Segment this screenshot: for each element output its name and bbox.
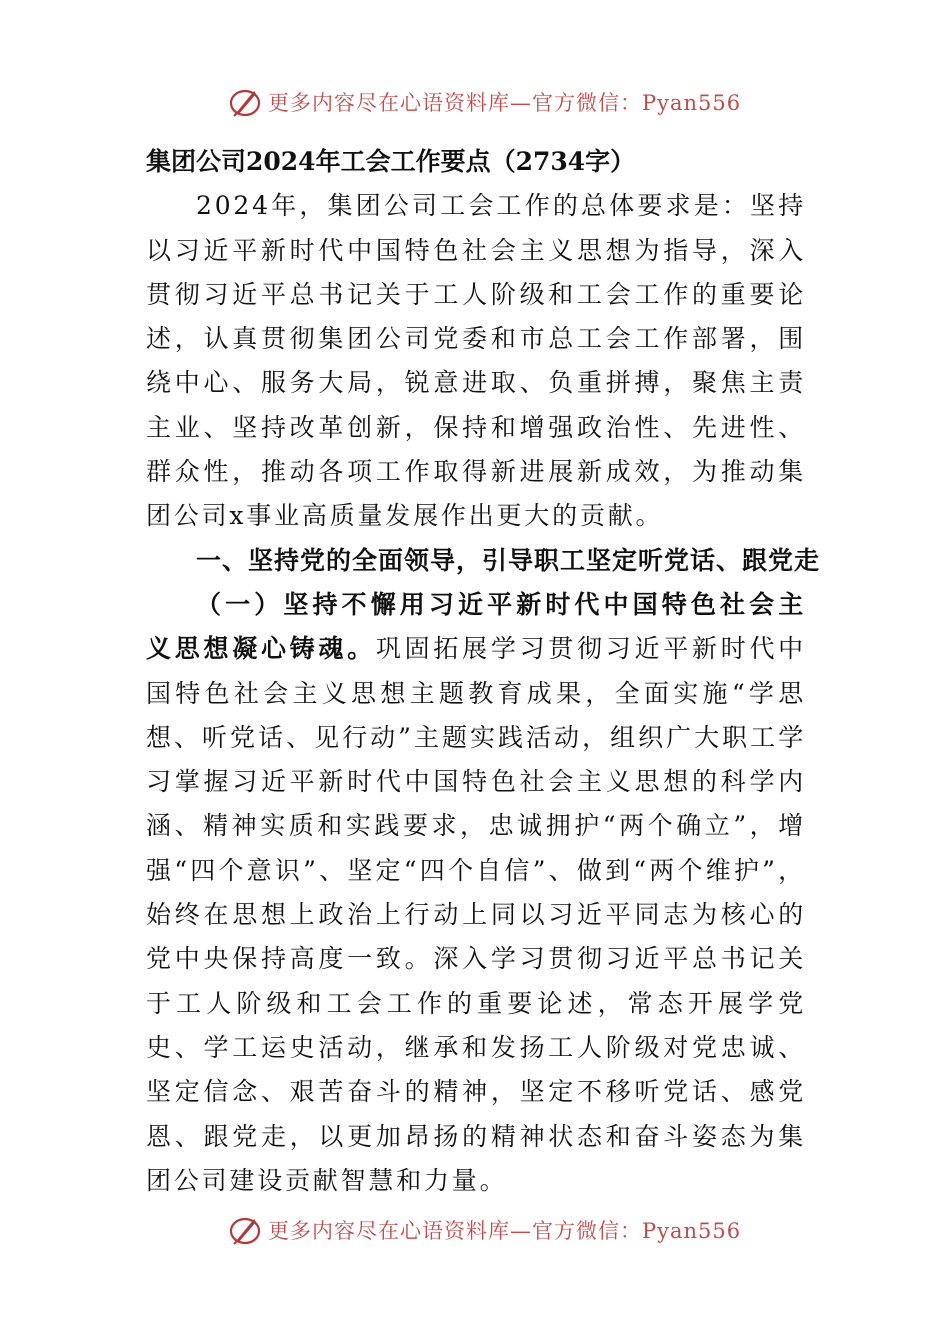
document-body [146,140,821,1203]
banner-text: 更多内容尽在心语资料库—官方微信：Pyan556 [268,1219,742,1243]
item-label: （一）坚持不懈用习近平新时代中国特色社会主义思想凝心铸魂。 [146,589,806,664]
banner-text: 更多内容尽在心语资料库—官方微信：Pyan556 [268,91,742,115]
document-title: 集团公司2024年工会工作要点（2734字） [146,147,636,176]
item-body: 巩固拓展学习贯彻习近平新时代中国特色社会主义思想主题教育成果，全面实施“学思想、听党话、见行动”主题实践活动，组织广大职工学习掌握习近平新时代中国特色社会主义思想的科学内涵、精神实质和实践要求，忠诚拥护“两个确立”，增强“四个意识”、坚定“四个自信”、做到“两个维护”，始终在思想上政治上行动上同以习近平同志为核心的党中央保持高度一致。深入学习贯彻习近平总书记关于工人阶级和工会工作的重要论述，常态开展学党史、学工运史活动，继承和发扬工人阶级对党忠诚、坚定信念、艰苦奋斗的精神，坚定不移听党话、感党恩、跟党走，以更加昂扬的精神状态和奋斗姿态为集团公司建设贡献智慧和力量。 [146,634,806,1195]
footer-watermark-banner [228,1210,748,1250]
section-heading: 一、坚持党的全面领导，引导职工坚定听党话、跟党走 [196,545,821,575]
header-watermark-banner [228,82,748,122]
item-paragraph [146,583,806,1203]
intro-paragraph: 2024年，集团公司工会工作的总体要求是：坚持以习近平新时代中国特色社会主义思想为指导，深入贯彻习近平总书记关于工人阶级和工会工作的重要论述，认真贯彻集团公司党委和市总工会工作部署，围绕中心、服务大局，锐意进取、负重拼搏，聚焦主责主业、坚持改革创新，保持和增强政治性、先进性、群众性，推动各项工作取得新进展新成效，为推动集团公司x事业高质量发展作出更大的贡献。 [146,191,806,531]
quill-pen-logo [228,1213,262,1247]
quill-pen-logo [228,85,262,119]
